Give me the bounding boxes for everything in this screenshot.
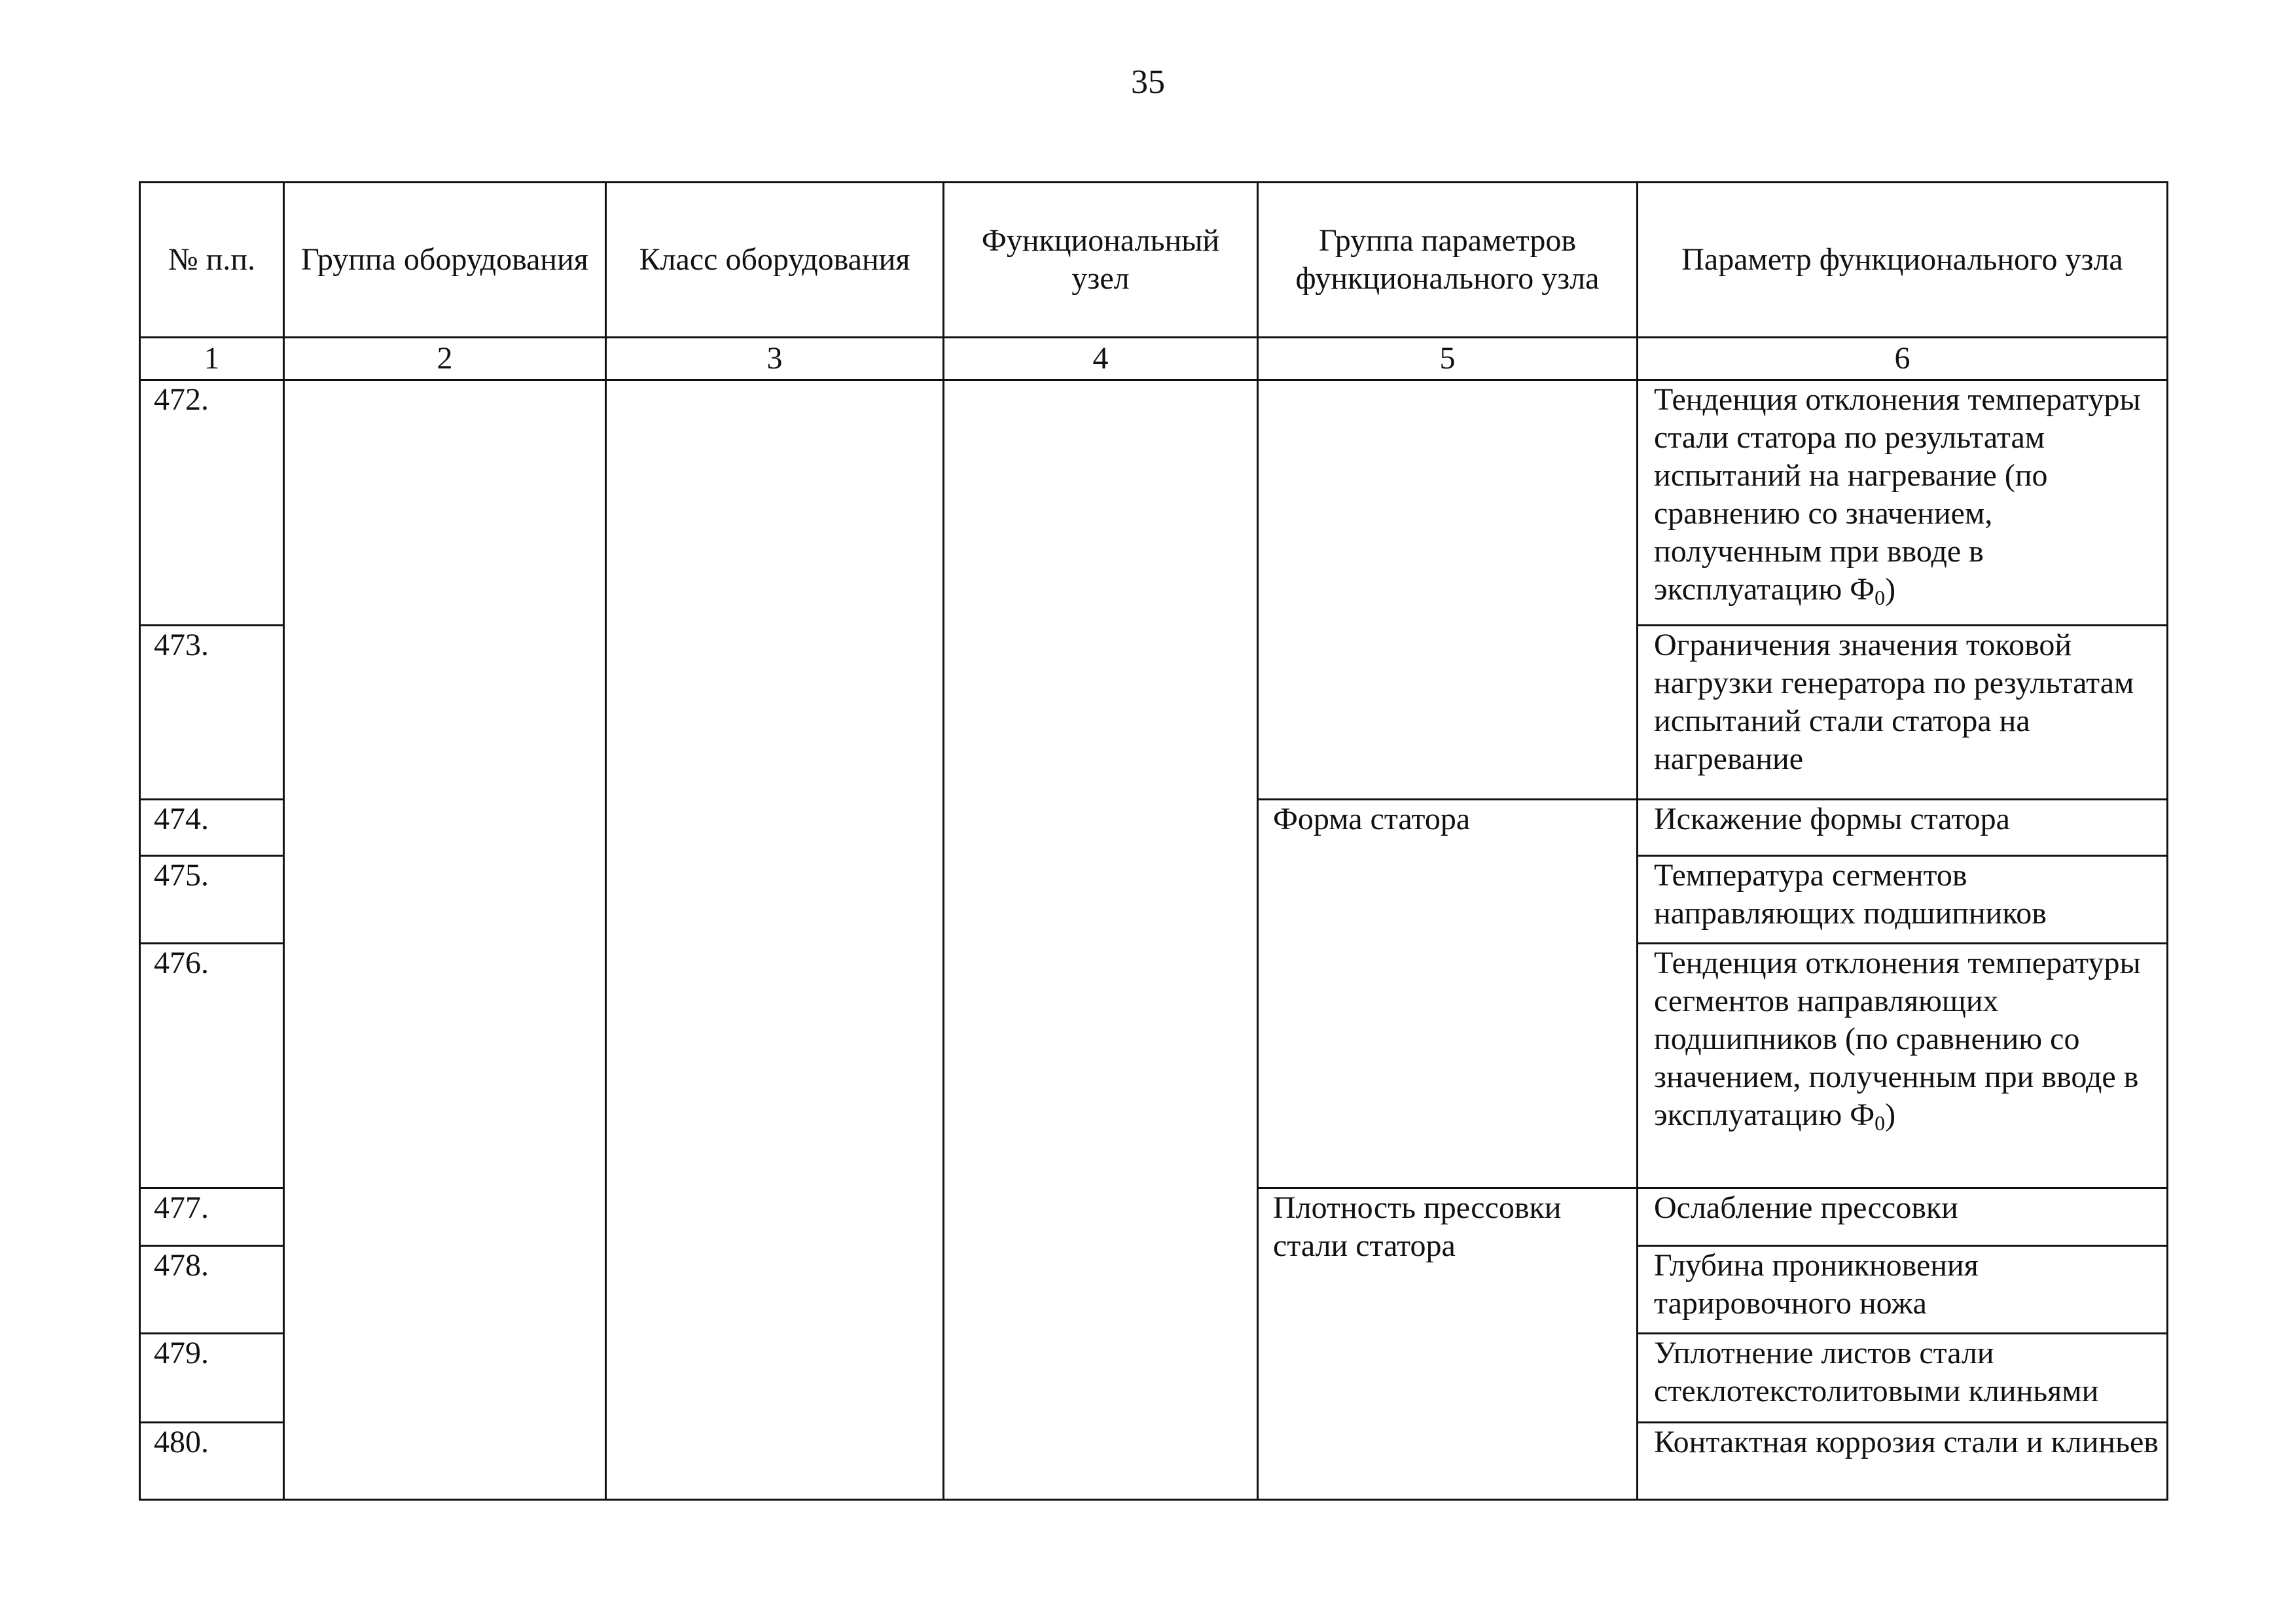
parameter-cell: Уплотнение листов стали стеклотекстолитовыми клиньями	[1638, 1334, 2168, 1423]
parameter-cell: Искажение формы статора	[1638, 800, 2168, 856]
row-number: 478.	[140, 1246, 284, 1334]
parameter-tail: )	[1885, 572, 1896, 607]
parameter-cell: Ограничения значения токовой нагрузки генератора по результатам испытаний стали статора на нагревание	[1638, 626, 2168, 800]
header-equipment-class: Класс оборудования	[606, 183, 944, 338]
parameter-cell: Контактная коррозия стали и клиньев	[1638, 1423, 2168, 1500]
parameter-tail: )	[1885, 1097, 1896, 1132]
header-parameter-group: Группа параметров функционального узла	[1258, 183, 1638, 338]
header-parameter: Параметр функционального узла	[1638, 183, 2168, 338]
column-number-3: 3	[606, 338, 944, 380]
parameter-cell	[1638, 380, 2168, 626]
row-number: 476.	[140, 944, 284, 1188]
parameter-subscript: 0	[1874, 1111, 1886, 1135]
parameter-group-cell-forma: Форма статора	[1258, 800, 1638, 1188]
table-row	[140, 380, 2168, 626]
column-number-5: 5	[1258, 338, 1638, 380]
column-number-4: 4	[944, 338, 1258, 380]
equipment-parameters-table	[139, 181, 2168, 1501]
column-number-6: 6	[1638, 338, 2168, 380]
column-number-row	[140, 338, 2168, 380]
row-number: 473.	[140, 626, 284, 800]
column-number-2: 2	[284, 338, 606, 380]
row-number: 477.	[140, 1188, 284, 1246]
parameter-text: Тенденция отклонения температуры стали статора по результатам испытаний на нагревание (по сравнению со значением, полученным при вводе в эксплуатацию Ф	[1654, 382, 2141, 607]
row-number: 474.	[140, 800, 284, 856]
header-row	[140, 183, 2168, 338]
parameter-cell: Глубина проникновения тарировочного ножа	[1638, 1246, 2168, 1334]
equipment-group-cell	[284, 380, 606, 1500]
parameter-subscript: 0	[1874, 586, 1886, 609]
page-number: 35	[1131, 63, 1165, 101]
equipment-class-cell	[606, 380, 944, 1500]
header-functional-unit: Функциональный узел	[944, 183, 1258, 338]
parameter-cell: Ослабление прессовки	[1638, 1188, 2168, 1246]
row-number: 480.	[140, 1423, 284, 1500]
row-number: 472.	[140, 380, 284, 626]
parameter-cell: Температура сегментов направляющих подшипников	[1638, 856, 2168, 944]
parameter-text: Тенденция отклонения температуры сегментов направляющих подшипников (по сравнению со значением, полученным при вводе в эксплуатацию Ф	[1654, 946, 2141, 1132]
row-number: 475.	[140, 856, 284, 944]
parameter-cell	[1638, 944, 2168, 1188]
functional-unit-cell	[944, 380, 1258, 1500]
column-number-1: 1	[140, 338, 284, 380]
header-number: № п.п.	[140, 183, 284, 338]
row-number: 479.	[140, 1334, 284, 1423]
header-equipment-group: Группа оборудования	[284, 183, 606, 338]
parameter-group-cell-empty	[1258, 380, 1638, 800]
parameter-group-cell-plotnost: Плотность прессовки стали статора	[1258, 1188, 1638, 1500]
